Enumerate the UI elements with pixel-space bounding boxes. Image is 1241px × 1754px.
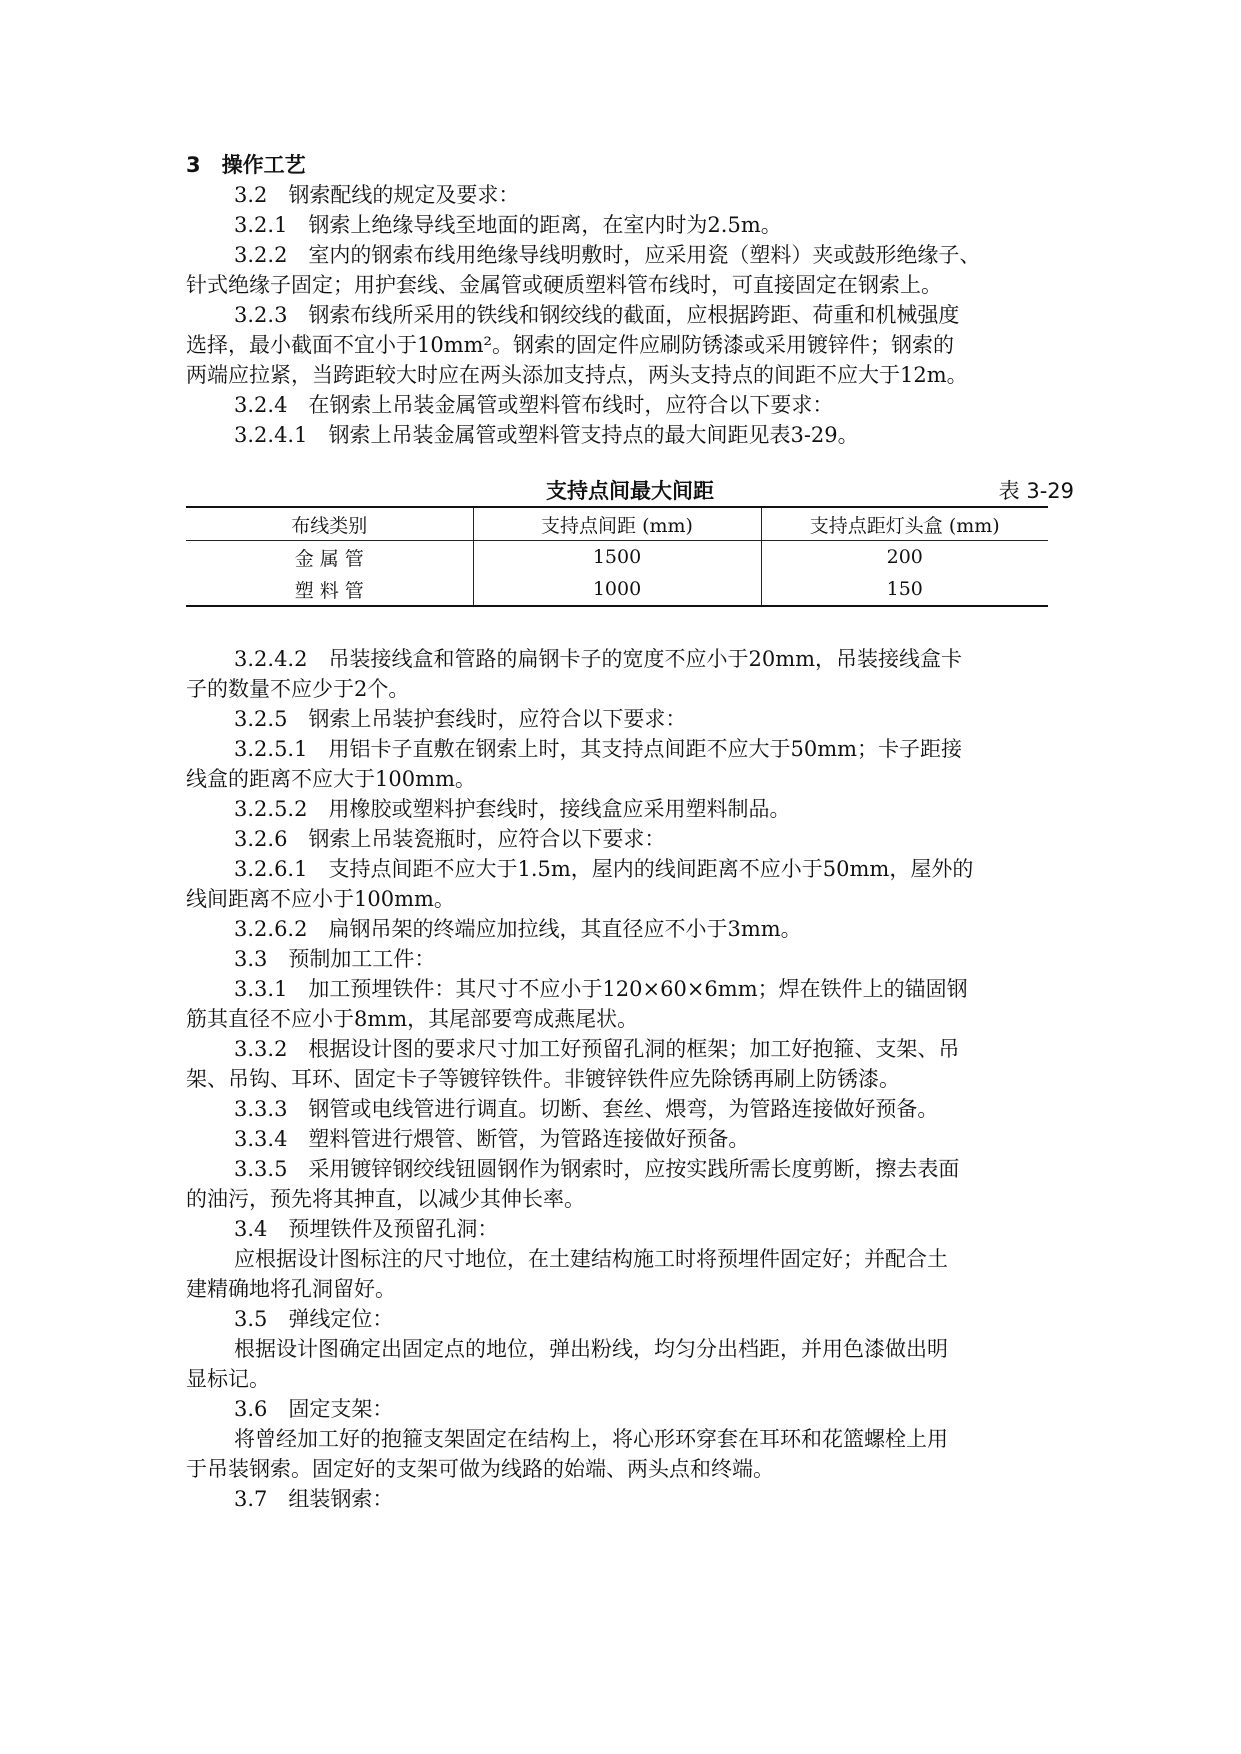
paragraph-line: 将曾经加工好的抱箍支架固定在结构上，将心形环穿套在耳环和花篮螺栓上用 (234, 1427, 948, 1451)
paragraph-line: 3.2.3 钢索布线所采用的铁线和钢绞线的截面，应根据跨距、荷重和机械强度 (234, 303, 960, 327)
paragraph-line: 的油污，预先将其抻直，以减少其伸长率。 (186, 1187, 585, 1211)
subsection-heading: 3.3 预制加工工件： (234, 947, 436, 971)
paragraph-line: 3.2.1 钢索上绝缘导线至地面的距离，在室内时为2.5m。 (234, 213, 782, 237)
column-header: 布线类别 (186, 507, 473, 541)
paragraph-line: 针式绝缘子固定；用护套线、金属管或硬质塑料管布线时，可直接固定在钢索上。 (186, 273, 942, 297)
paragraph-line: 应根据设计图标注的尺寸地位，在土建结构施工时将预埋件固定好；并配合土 (234, 1247, 948, 1271)
table-number: 表 3-29 (998, 479, 1074, 503)
section-heading: 3 操作工艺 (186, 153, 306, 177)
paragraph-line: 线间距离不应小于100mm。 (186, 887, 455, 911)
column-header: 支持点距灯头盒 (mm) (761, 507, 1048, 541)
paragraph-line: 3.3.5 采用镀锌钢绞线钮圆钢作为钢索时，应按实践所需长度剪断，擦去表面 (234, 1157, 960, 1181)
table-caption (186, 476, 1074, 506)
paragraph-line: 3.2.2 室内的钢索布线用绝缘导线明敷时，应采用瓷（塑料）夹或鼓形绝缘子、 (234, 243, 981, 267)
paragraph-line: 3.2.4 在钢索上吊装金属管或塑料管布线时，应符合以下要求： (234, 393, 834, 417)
paragraph-line: 3.2.5 钢索上吊装护套线时，应符合以下要求： (234, 707, 687, 731)
table-cell: 塑 料 管 (186, 573, 473, 606)
paragraph-line: 3.2.5.2 用橡胶或塑料护套线时，接线盒应采用塑料制品。 (234, 797, 791, 821)
column-header: 支持点间距 (mm) (473, 507, 761, 541)
subsection-heading: 3.6 固定支架： (234, 1397, 394, 1421)
paragraph-line: 3.2.4.1 钢索上吊装金属管或塑料管支持点的最大间距见表3-29。 (234, 423, 859, 447)
paragraph-line: 3.3.2 根据设计图的要求尺寸加工好预留孔洞的框架；加工好抱箍、支架、吊 (234, 1037, 960, 1061)
table-cell: 1000 (473, 573, 761, 606)
paragraph-line: 3.3.3 钢管或电线管进行调直。切断、套丝、煨弯，为管路连接做好预备。 (234, 1097, 939, 1121)
paragraph-line: 根据设计图确定出固定点的地位，弹出粉线，均匀分出档距，并用色漆做出明 (234, 1337, 948, 1361)
paragraph-line: 于吊装钢索。固定好的支架可做为线路的始端、两头点和终端。 (186, 1457, 774, 1481)
paragraph-line: 3.3.4 塑料管进行煨管、断管，为管路连接做好预备。 (234, 1127, 750, 1151)
paragraph-line: 3.2.6.2 扁钢吊架的终端应加拉线，其直径应不小于3mm。 (234, 917, 802, 941)
paragraph-line: 3.2.6 钢索上吊装瓷瓶时，应符合以下要求： (234, 827, 666, 851)
table-cell: 金 属 管 (294, 547, 364, 570)
paragraph-line: 筋其直径不应小于8mm，其尾部要弯成燕尾状。 (186, 1007, 639, 1031)
paragraph-line: 两端应拉紧，当跨距较大时应在两头添加支持点，两头支持点的间距不应大于12m。 (186, 363, 968, 387)
paragraph-line: 显标记。 (186, 1367, 270, 1391)
subsection-heading: 3.2 钢索配线的规定及要求： (234, 183, 520, 207)
paragraph-line: 3.2.6.1 支持点间距不应大于1.5m，屋内的线间距离不应小于50mm，屋外的 (234, 857, 974, 881)
paragraph-line: 线盒的距离不应大于100mm。 (186, 767, 476, 791)
table-title: 支持点间最大间距 (546, 479, 714, 503)
subsection-heading: 3.5 弹线定位： (234, 1307, 394, 1331)
table-row (186, 573, 1048, 606)
paragraph-line: 选择，最小截面不宜小于10mm²。钢索的固定件应刷防锈漆或采用镀锌件；钢索的 (186, 333, 954, 357)
table-cell: 200 (761, 541, 1048, 574)
paragraph-line: 3.2.4.2 吊装接线盒和管路的扁钢卡子的宽度不应小于20mm，吊装接线盒卡 (234, 647, 963, 671)
paragraph-line: 3.2.5.1 用铝卡子直敷在钢索上时，其支持点间距不应大于50mm；卡子距接 (234, 737, 963, 761)
subsection-heading: 3.4 预埋铁件及预留孔洞： (234, 1217, 499, 1241)
table-header-row (186, 507, 1048, 541)
table-row (186, 541, 1048, 574)
paragraph-line: 架、吊钩、耳环、固定卡子等镀锌铁件。非镀锌铁件应先除锈再刷上防锈漆。 (186, 1067, 900, 1091)
paragraph-line: 子的数量不应少于2个。 (186, 677, 410, 701)
subsection-heading: 3.7 组装钢索： (234, 1487, 394, 1511)
table-cell: 1500 (473, 541, 761, 574)
paragraph-line: 建精确地将孔洞留好。 (186, 1277, 396, 1301)
paragraph-line: 3.3.1 加工预埋铁件：其尺寸不应小于120×60×6mm；焊在铁件上的锚固钢 (234, 977, 968, 1001)
table-cell: 150 (761, 573, 1048, 606)
spacing-table (186, 506, 1048, 607)
